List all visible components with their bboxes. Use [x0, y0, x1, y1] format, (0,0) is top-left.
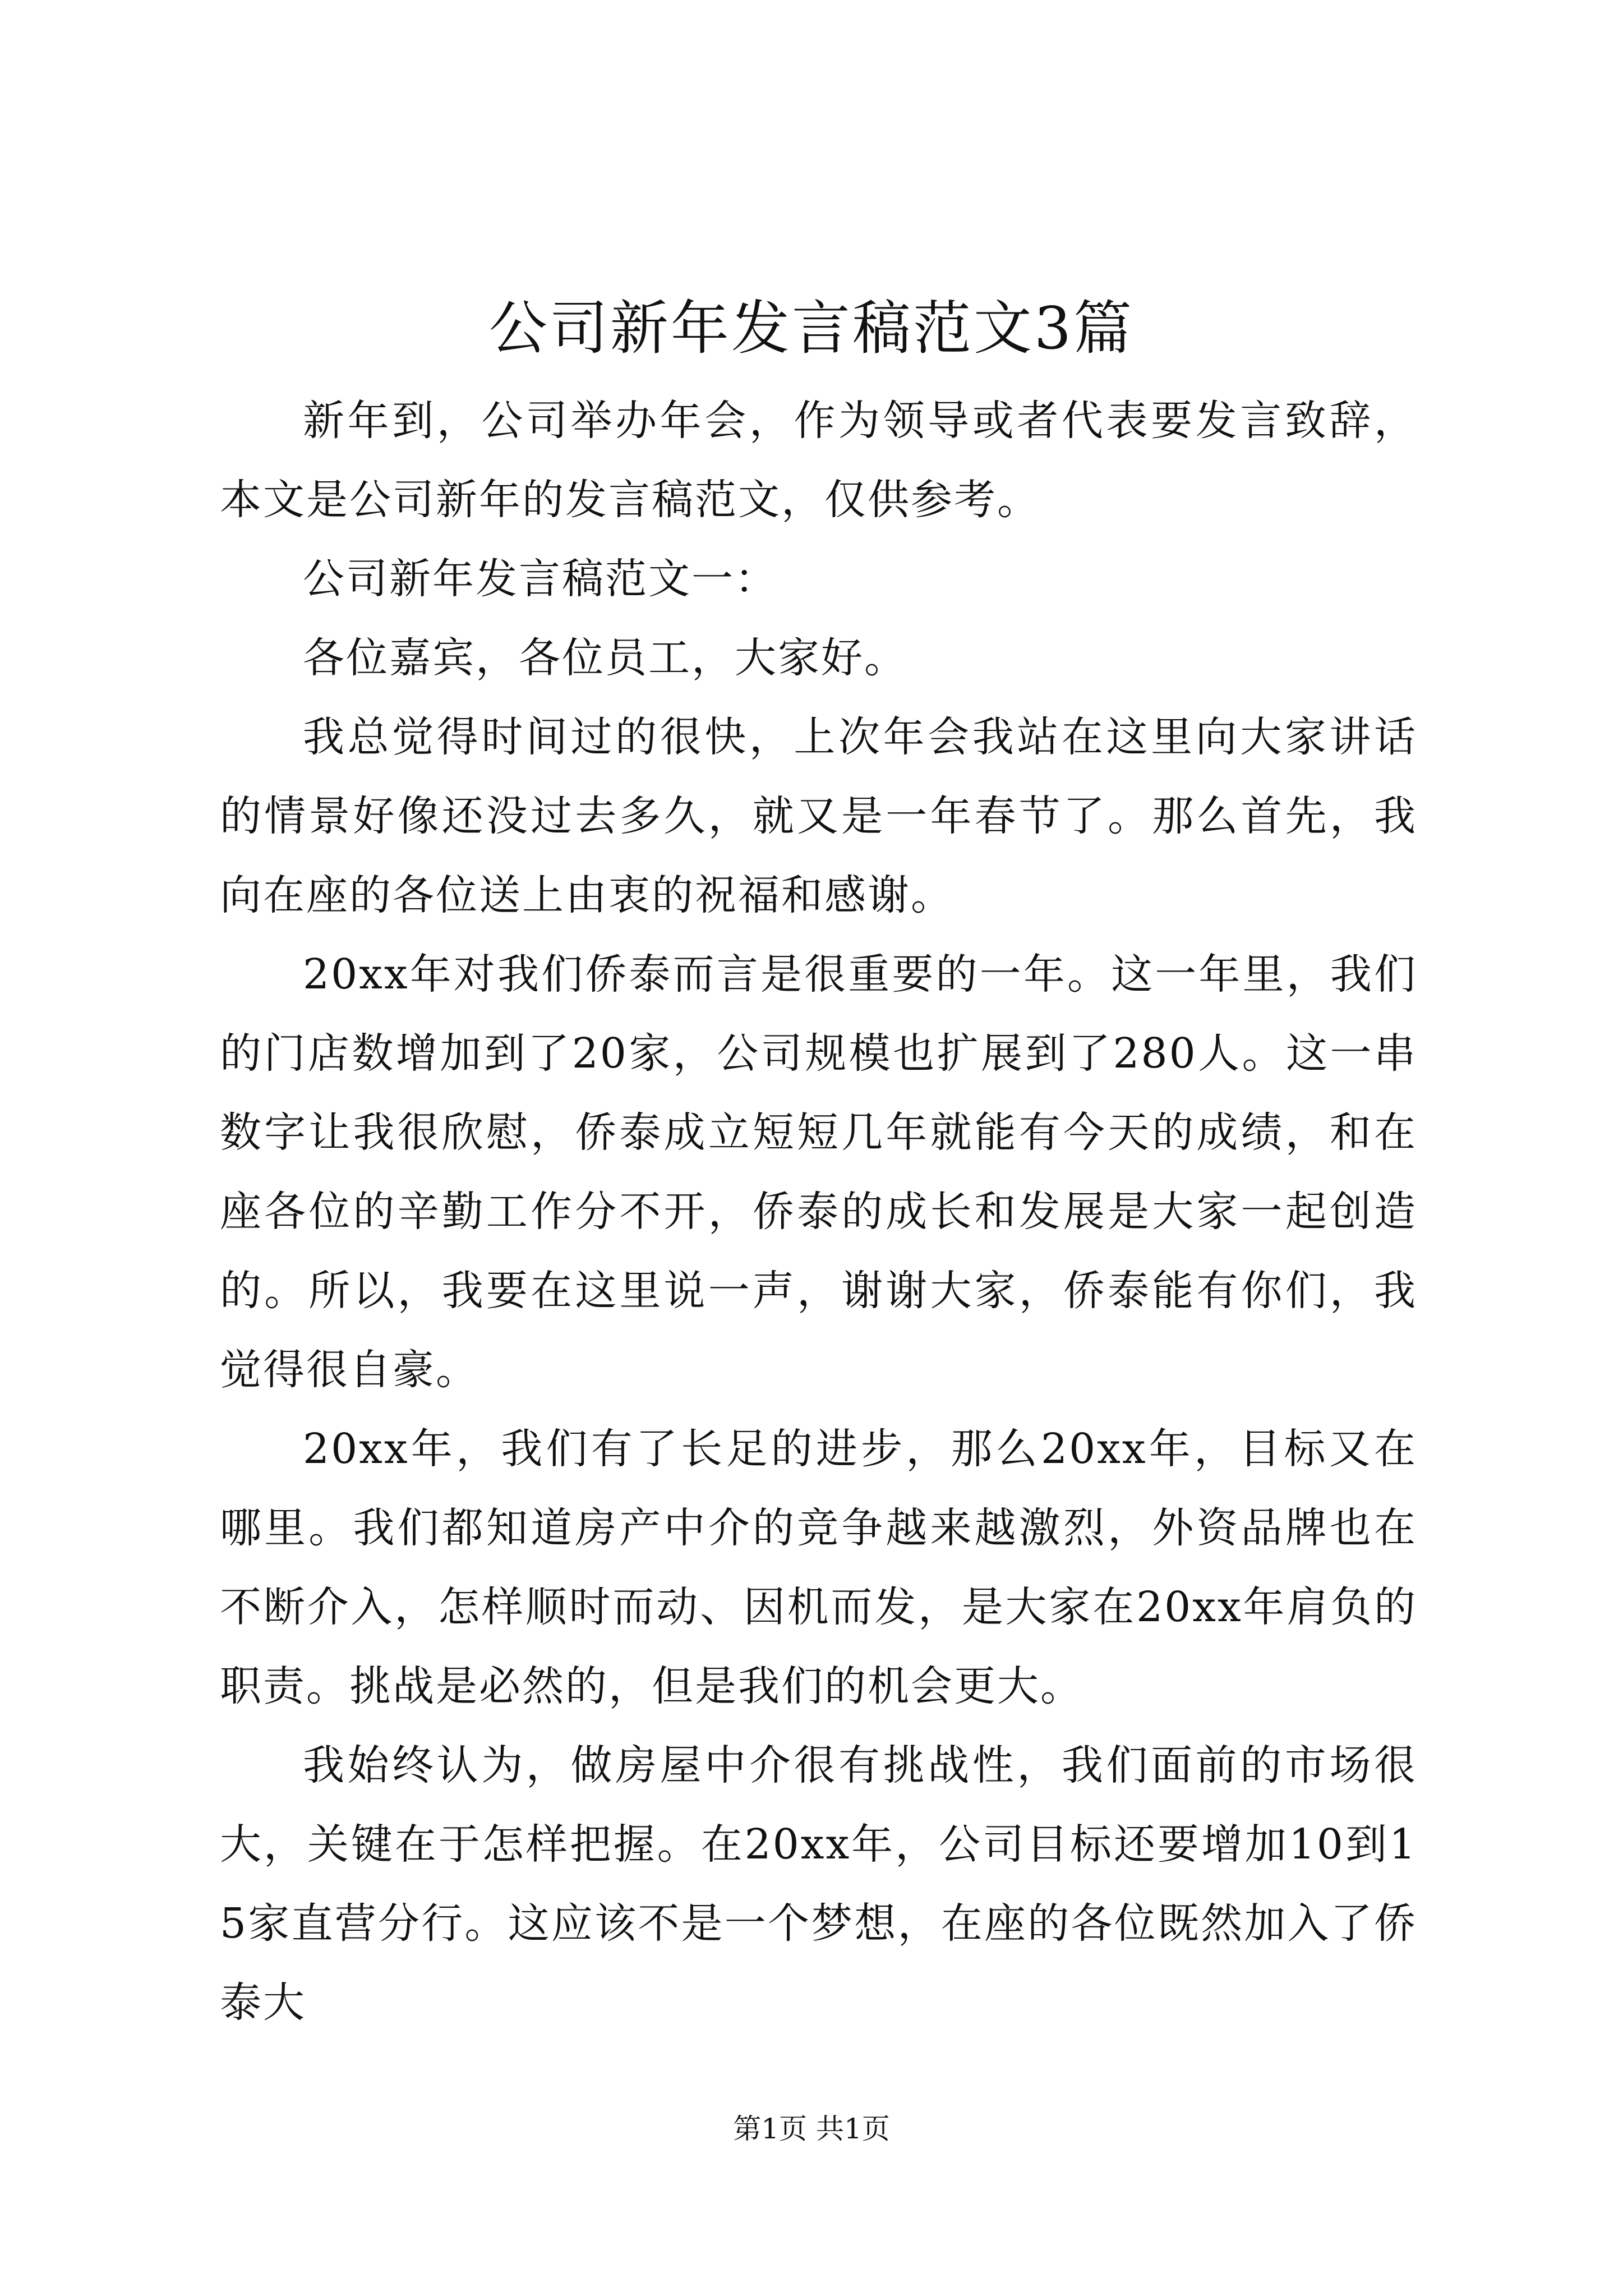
paragraph-body: 我始终认为，做房屋中介很有挑战性，我们面前的市场很大，关键在于怎样把握。在20xx年，公司目标还要增加10到15家直营分行。这应该不是一个梦想，在座的各位既然加入了侨泰大 [220, 1741, 1417, 2027]
document-body [220, 381, 1417, 2042]
paragraph-body: 20xx年对我们侨泰而言是很重要的一年。这一年里，我们的门店数增加到了20家，公司规模也扩展到了280人。这一串数字让我很欣慰，侨泰成立短短几年就能有今天的成绩，和在座各位的辛勤工作分不开，侨泰的成长和发展是大家一起创造的。所以，我要在这里说一声，谢谢大家，侨泰能有你们，我觉得很自豪。 [220, 950, 1417, 1394]
paragraph-body: 我总觉得时间过的很快，上次年会我站在这里向大家讲话的情景好像还没过去多久，就又是一年春节了。那么首先，我向在座的各位送上由衷的祝福和感谢。 [220, 713, 1417, 919]
page-footer: 第1页 共1页 [733, 2113, 890, 2145]
paragraph-body: 20xx年，我们有了长足的进步，那么20xx年，目标又在哪里。我们都知道房产中介的竞争越来越激烈，外资品牌也在不断介入，怎样顺时而动、因机而发，是大家在20xx年肩负的职责。挑战是必然的，但是我们的机会更大。 [220, 1425, 1417, 1710]
paragraph-section-heading: 公司新年发言稿范文一： [303, 555, 778, 603]
paragraph-intro: 新年到，公司举办年会，作为领导或者代表要发言致辞，本文是公司新年的发言稿范文，仅供参考。 [220, 397, 1417, 524]
document-title: 公司新年发言稿范文3篇 [488, 294, 1135, 362]
paragraph-greeting: 各位嘉宾，各位员工，大家好。 [303, 634, 907, 682]
